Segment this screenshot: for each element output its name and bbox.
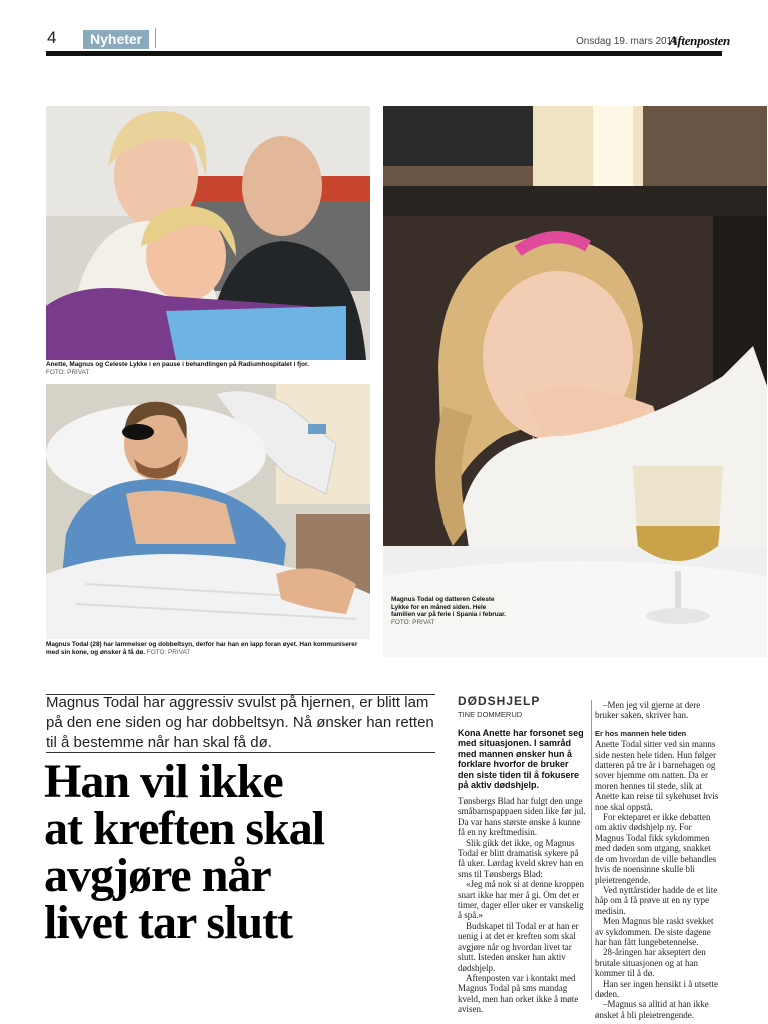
headline-line-4: livet tar slutt	[44, 896, 293, 949]
col2-para-2: For ekteparet er ikke debatten om aktiv dødshjelp ny. For Magnus Todal fikk sykdommen med døden som utgang, snakket de om hvordan de ville behandles hvis de noensinne skulle bli pleietrengende.	[595, 812, 717, 885]
lede: Magnus Todal har aggressiv svulst på hjernen, er blitt lam på den ene siden og har dobbeltsyn. Nå ønsker han retten til å bestemme når han skal få dø.	[46, 694, 434, 751]
daughter-caption	[388, 594, 512, 628]
daughter-credit: FOTO: PRIVAT	[391, 618, 435, 626]
col2-para-5: 28-åringen har akseptert den brutale situasjonen og at han kommer til å dø.	[595, 947, 706, 979]
headline	[44, 755, 444, 949]
header-rule	[46, 51, 722, 56]
col2-para-7: –Magnus sa alltid at han ikke ønsket å bli pleietrengende.	[595, 999, 709, 1020]
daughter-photo	[383, 106, 767, 657]
hospital-caption	[46, 641, 370, 656]
hospital-caption-text: Magnus Todal (28) har lammelser og dobbeltsyn, derfor har han en lapp foran øyet. Han kommuniserer med sin kone, og ønsker å få dø.	[46, 641, 358, 656]
column-separator	[591, 700, 592, 1000]
col1-para-1: Tønsbergs Blad har fulgt den unge småbarnspappaen siden like før jul. Da var hans største ønske å kunne få en ny kreftmedisin.	[458, 796, 586, 838]
masthead-logo: Aftenposten	[669, 33, 730, 48]
family-credit: FOTO: PRIVAT	[46, 368, 90, 376]
col2-para-4: Men Magnus ble raskt svekket av sykdommen. De siste dagene har han fått lungebetennelse.	[595, 916, 714, 947]
column-1	[458, 796, 586, 1015]
byline: TINE DOMMERUD	[458, 710, 523, 719]
hospital-photo	[46, 384, 370, 639]
col2-para-3: Ved nyttårstider hadde de et lite håp om å få prøve ut en ny type medisin.	[595, 884, 718, 916]
hospital-credit: FOTO: PRIVAT	[146, 648, 191, 656]
lede-rule-bottom	[46, 752, 435, 753]
section-label: Nyheter	[83, 30, 149, 49]
col1-para-4: Budskapet til Todal er at han er uenig i at det er kreften som skal avgjøre når og hvordan livet tar slutt. Isteden ønsker han aktiv dødshjelp.	[458, 920, 579, 973]
family-photo	[46, 106, 370, 360]
ingress: Kona Anette har forsonet seg med situasjonen. I samråd med mannen ønsker hun å forklare hvorfor de bruker den siste tiden til å fokusere på aktiv dødshjelp.	[458, 728, 584, 791]
family-caption	[46, 361, 370, 376]
col2-subhead: Er hos mannen hele tiden	[595, 728, 687, 738]
kicker: DØDSHJELP	[458, 694, 541, 708]
col1-para-5: Aftenposten var i kontakt med Magnus Todal på sms mandag kveld, men han orket ikke å møte avisen.	[458, 972, 579, 1015]
header-divider	[155, 28, 156, 48]
daughter-caption-text: Magnus Todal og datteren Celeste Lykke for en måned siden. Hele familien var på ferie i Spania i februar.	[391, 596, 507, 618]
headline-line-2: at kreften skal	[44, 802, 325, 855]
col1-para-3: «Jeg må nok si at denne kroppen snart ikke har mer å gi. Om det er timer, dager eller uker er vanskelig å spå.»	[458, 879, 584, 921]
column-2	[595, 700, 721, 1020]
family-caption-text: Anette, Magnus og Celeste Lykke i en pause i behandlingen på Radiumhospitalet i fjor.	[46, 361, 309, 368]
col2-intro: –Men jeg vil gjerne at dere bruker saken, skriver han.	[595, 700, 701, 721]
headline-line-3: avgjøre når	[44, 849, 271, 902]
col2-para-1: Anette Todal sitter ved sin manns side nesten hele tiden. Hun følger datteren på tre år i barnehagen og sover hjemme om natten. Da er moren hennes til stede, slik at Anette kan reise til sykehuset hvis noe skal oppstå.	[595, 739, 719, 812]
col1-para-2: Slik gikk det ikke, og Magnus Todal er blitt dramatisk sykere på få uker. Lørdag kveld skrev han en sms til Tønsbergs Blad:	[458, 837, 584, 879]
issue-date: Onsdag 19. mars 2014	[576, 36, 678, 47]
page-number: 4	[47, 28, 57, 47]
headline-line-1: Han vil ikke	[44, 755, 283, 808]
col2-para-6: Han ser ingen hensikt i å utsette døden.	[595, 978, 718, 999]
